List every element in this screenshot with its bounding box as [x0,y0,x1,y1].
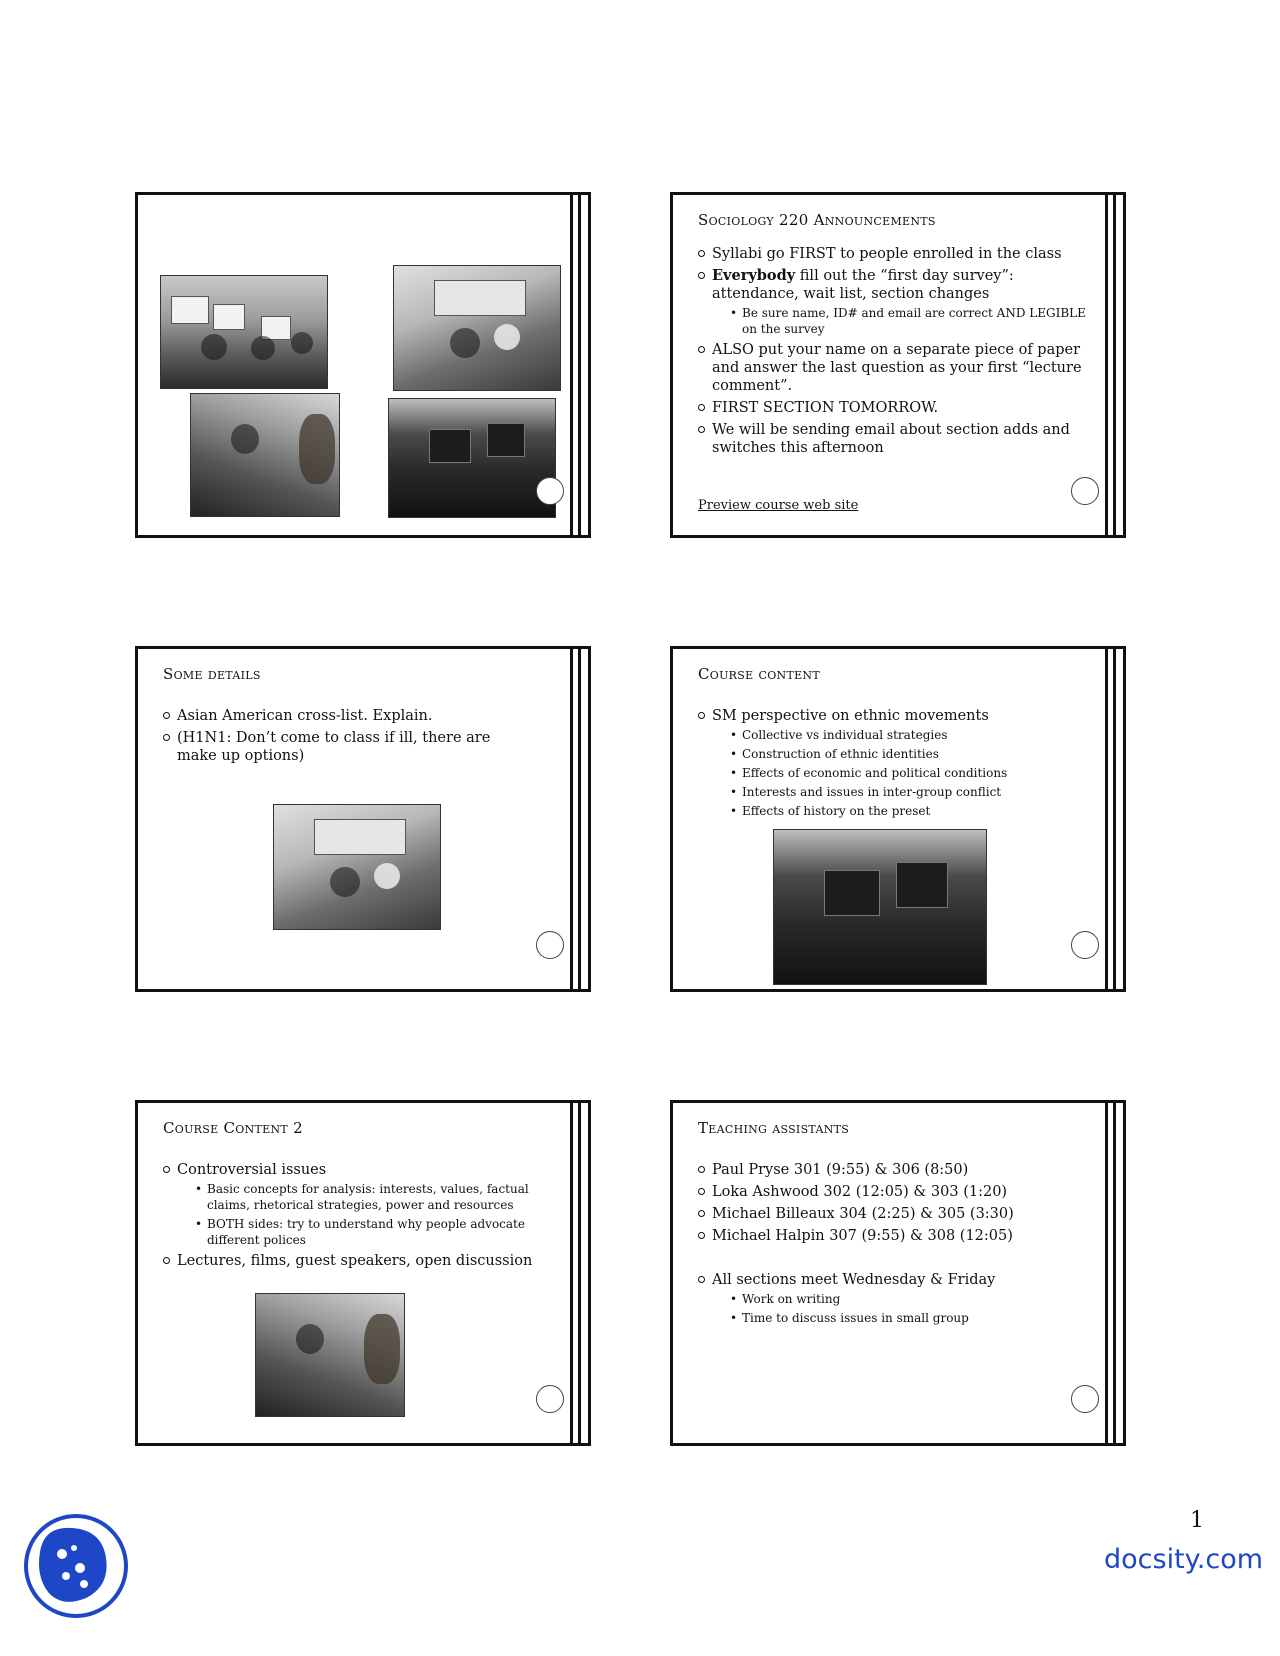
slide-6 [670,1100,1126,1446]
photo-man-with-donkey [190,393,340,517]
slide-4 [670,646,1126,992]
bullet-list [163,1161,543,1274]
sub-item: • Work on writing [730,1291,1098,1307]
sub-item: • Construction of ethnic identities [730,746,1098,762]
list-item: Everybody fill out the “first day survey”: attendance, wait list, section changes • Be sure name, ID# and email are correct AND LEGIBLE on the survey [698,267,1098,337]
sub-item: • Basic concepts for analysis: interests, values, factual claims, rhetorical strategies, power and resources [195,1181,543,1213]
bullet-list [698,245,1098,461]
list-item: Lectures, films, guest speakers, open discussion [163,1252,543,1270]
course-web-site-link[interactable]: Preview course web site [698,498,859,513]
slide-side-bar [570,649,588,989]
list-item: We will be sending email about section adds and switches this afternoon [698,421,1098,457]
list-item: SM perspective on ethnic movements • Collective vs individual strategies • Construction of ethnic identities • Effects of economic and political conditions • Interests and issues in inter-group conflict • Effects of history on the preset [698,707,1098,819]
bullet-list [163,707,523,769]
slide-title: Course Content 2 [163,1119,303,1137]
slide-1 [135,192,591,538]
sections-list [698,1271,1098,1330]
list-item: (H1N1: Don’t come to class if ill, there are make up options) [163,729,523,765]
slide-side-bar [1105,649,1123,989]
sub-item: • Be sure name, ID# and email are correct AND LEGIBLE on the survey [730,305,1098,337]
slide-title: Course content [698,665,820,683]
list-item: Controversial issues • Basic concepts for analysis: interests, values, factual claims, rhetorical strategies, power and resources • BOTH sides: try to understand why people advocate different polices [163,1161,543,1248]
slide-corner-circle [1071,931,1099,959]
sub-item: • Interests and issues in inter-group conflict [730,784,1098,800]
slide-side-bar [1105,1103,1123,1443]
list-item: ALSO put your name on a separate piece of paper and answer the last question as your first “lecture comment”. [698,341,1098,395]
slide-corner-circle [1071,1385,1099,1413]
list-item: All sections meet Wednesday & Friday • Work on writing • Time to discuss issues in small group [698,1271,1098,1326]
slide-corner-circle [1071,477,1099,505]
sub-item: • Time to discuss issues in small group [730,1310,1098,1326]
slide-corner-circle [536,931,564,959]
docsity-watermark[interactable]: docsity.com [1104,1544,1264,1575]
slide-side-bar [570,1103,588,1443]
list-item: Michael Billeaux 304 (2:25) & 305 (3:30) [698,1205,1098,1223]
slide-title: Some details [163,665,261,683]
slide-corner-circle [536,1385,564,1413]
photo-rally-dark-signs [773,829,987,985]
photo-protest-march [160,275,328,389]
slide-title: Teaching assistants [698,1119,850,1137]
slide-side-bar [1105,195,1123,535]
sub-item: • Effects of history on the preset [730,803,1098,819]
slide-3 [135,646,591,992]
ta-list [698,1161,1098,1249]
sub-item: • BOTH sides: try to understand why people advocate different polices [195,1216,543,1248]
docsity-logo-icon [22,1512,130,1620]
list-item: Syllabi go FIRST to people enrolled in the class [698,245,1098,263]
list-item: Asian American cross-list. Explain. [163,707,523,725]
photo-rally-dark-signs [388,398,556,518]
list-item: FIRST SECTION TOMORROW. [698,399,1098,417]
list-item: Loka Ashwood 302 (12:05) & 303 (1:20) [698,1183,1098,1201]
sub-item: • Effects of economic and political conditions [730,765,1098,781]
page-number: 1 [1190,1508,1204,1533]
photo-crowd-building [393,265,561,391]
photo-man-with-donkey [255,1293,405,1417]
sub-item: • Collective vs individual strategies [730,727,1098,743]
slide-corner-circle [536,477,564,505]
slide-side-bar [570,195,588,535]
slide-title: Sociology 220 Announcements [698,211,936,229]
bullet-list [698,707,1098,823]
slide-2 [670,192,1126,538]
photo-crowd-building [273,804,441,930]
list-item: Paul Pryse 301 (9:55) & 306 (8:50) [698,1161,1098,1179]
list-item: Michael Halpin 307 (9:55) & 308 (12:05) [698,1227,1098,1245]
slide-5 [135,1100,591,1446]
